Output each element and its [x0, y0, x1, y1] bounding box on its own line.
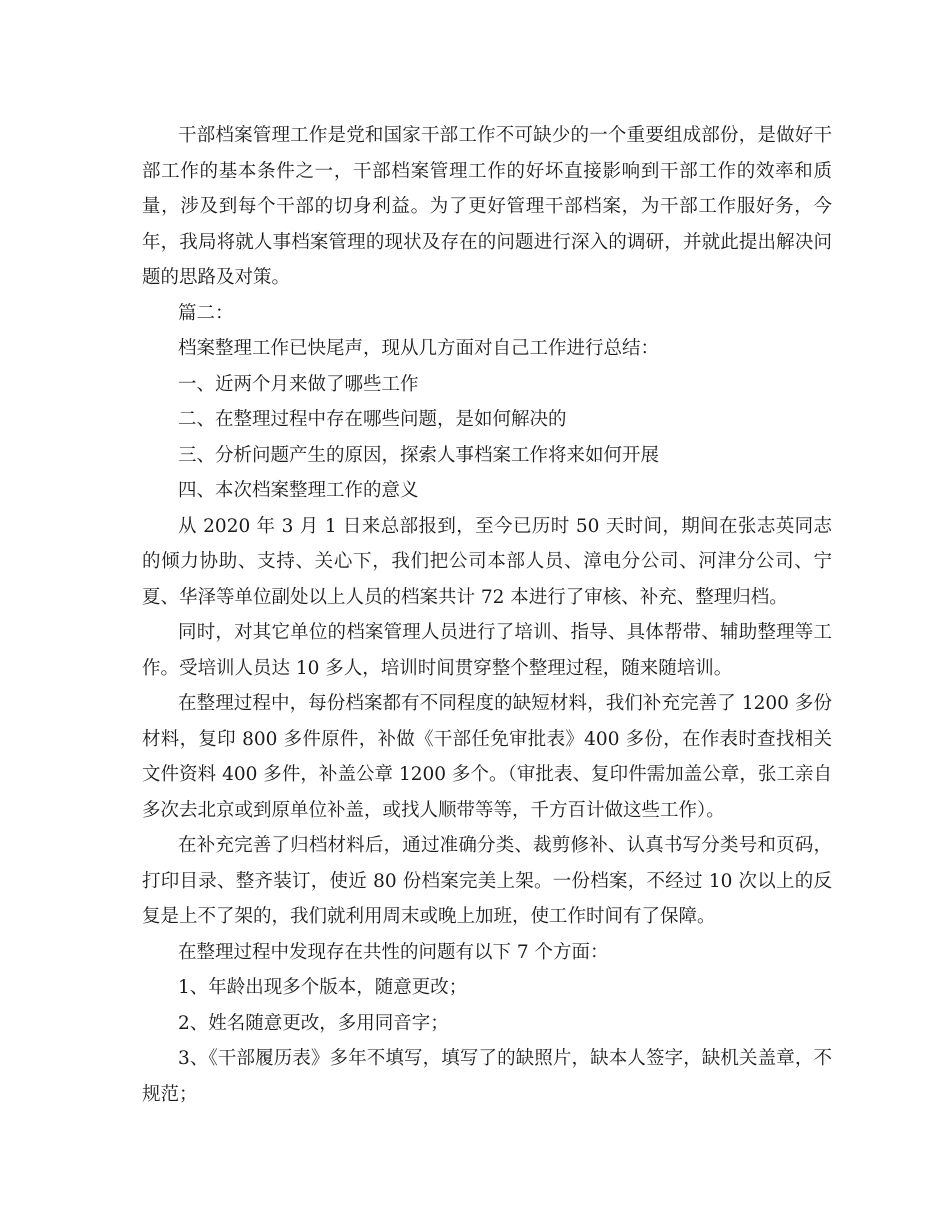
- outline-item-2: 二、在整理过程中存在哪些问题，是如何解决的: [178, 409, 567, 430]
- outline-item-3: 三、分析问题产生的原因，探索人事档案工作将来如何开展: [178, 444, 660, 466]
- paragraph-work-overview: 从 2020 年 3 月 1 日来总部报到，至今已历时 50 天时间，期间在张志英同志的倾力协助、支持、关心下，我们把公司本部人员、漳电分公司、河津分公司、宁夏、华泽等单位副处以上人员的档案共计 72 本进行了审核、补充、整理归档。: [142, 515, 832, 608]
- issue-item-3: 3、《干部履历表》多年不填写，填写了的缺照片，缺本人签字，缺机关盖章，不规范；: [142, 1048, 832, 1105]
- paragraph-archiving: 在补充完善了归档材料后，通过准确分类、裁剪修补、认真书写分类号和页码，打印目录、整齐装订，使近 80 份档案完美上架。一份档案，不经过 10 次以上的反复是上不了架的，我们就利用周末或晚上加班，使工作时间有了保障。: [142, 835, 832, 927]
- document-body: [142, 118, 832, 1112]
- issue-item-1: 1、年龄出现多个版本，随意更改；: [178, 977, 468, 998]
- section-heading-part-two: 篇二：: [178, 302, 234, 324]
- issue-item-2: 2、姓名随意更改，多用同音字；: [178, 1012, 449, 1034]
- paragraph-summary-lead: 档案整理工作已快尾声，现从几方面对自己工作进行总结：: [178, 338, 660, 359]
- paragraph-intro: 干部档案管理工作是党和国家干部工作不可缺少的一个重要组成部份，是做好干部工作的基本条件之一，干部档案管理工作的好坏直接影响到干部工作的效率和质量，涉及到每个干部的切身利益。为了更好管理干部档案，为干部工作服好务，今年，我局将就人事档案管理的现状及存在的问题进行深入的调研，并就此提出解决问题的思路及对策。: [142, 125, 832, 288]
- paragraph-issues-lead: 在整理过程中发现存在共性的问题有以下 7 个方面：: [178, 941, 609, 963]
- outline-item-1: 一、近两个月来做了哪些工作: [178, 373, 419, 395]
- outline-item-4: 四、本次档案整理工作的意义: [178, 480, 419, 501]
- paragraph-materials: 在整理过程中，每份档案都有不同程度的缺短材料，我们补充完善了 1200 多份材料，复印 800 多件原件，补做《干部任免审批表》400 多份，在作表时查找相关文件资料 400 多件，补盖公章 1200 多个。（审批表、复印件需加盖公章，张工亲自多次去北京或到原单位补盖，或找人顺带等等，千方百计做这些工作）。: [142, 693, 832, 821]
- paragraph-training: 同时，对其它单位的档案管理人员进行了培训、指导、具体帮带、辅助整理等工作。受培训人员达 10 多人，培训时间贯穿整个整理过程，随来随培训。: [142, 622, 832, 679]
